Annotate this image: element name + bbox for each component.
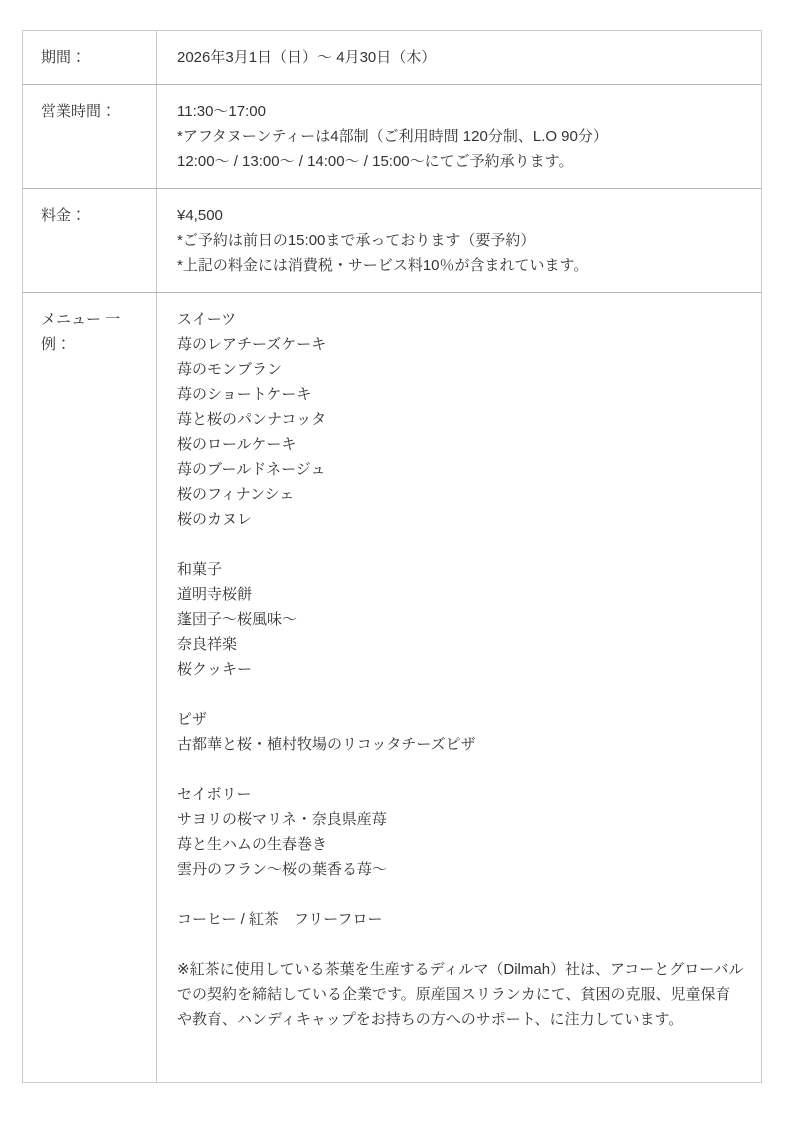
menu-item: 古都華と桜・植村牧場のリコッタチーズピザ bbox=[177, 736, 476, 753]
menu-item: 奈良祥楽 bbox=[177, 636, 238, 653]
menu-item: 苺のレアチーズケーキ bbox=[177, 336, 327, 353]
menu-item: 桜のフィナンシェ bbox=[177, 486, 295, 503]
menu-section-wagashi bbox=[177, 557, 745, 682]
hours-line: 11:30～17:00 bbox=[177, 103, 266, 120]
hours-label: 営業時間： bbox=[23, 85, 157, 188]
menu-item: 桜のカヌレ bbox=[177, 511, 253, 528]
menu-item: 苺のモンブラン bbox=[177, 361, 283, 378]
menu-section-title: 和菓子 bbox=[177, 561, 223, 578]
row-hours bbox=[23, 84, 761, 188]
menu-section-title: セイボリー bbox=[177, 786, 252, 803]
hours-line: 12:00～ / 13:00～ / 14:00～ / 15:00～にてご予約承ります。 bbox=[177, 153, 574, 170]
info-table bbox=[22, 30, 762, 1083]
menu-item: 苺のショートケーキ bbox=[177, 386, 312, 403]
price-value-cell bbox=[157, 189, 761, 292]
row-price bbox=[23, 188, 761, 292]
hours-line: *アフタヌーンティーは4部制（ご利用時間 120分制、L.O 90分） bbox=[177, 128, 608, 145]
menu-drinks-line: コーヒー / 紅茶 フリーフロー bbox=[177, 911, 383, 928]
price-line: *上記の料金には消費税・サービス料10％が含まれています。 bbox=[177, 257, 589, 274]
menu-item: 蓬団子～桜風味～ bbox=[177, 611, 298, 628]
menu-section-title: スイーツ bbox=[177, 311, 237, 328]
price-label: 料金： bbox=[23, 189, 157, 292]
hours-value-cell bbox=[157, 85, 761, 188]
menu-tea-note: ※紅茶に使用している茶葉を生産するディルマ（Dilmah）社は、アコーとグローバルでの契約を締結している企業です。原産国スリランカにて、貧困の克服、児童保育や教育、ハンディキャップをお持ちの方へのサポート、に注力しています。 bbox=[177, 961, 744, 1028]
price-line: ¥4,500 bbox=[177, 207, 223, 224]
menu-section-title: ピザ bbox=[177, 711, 208, 728]
menu-item: 桜のロールケーキ bbox=[177, 436, 297, 453]
row-menu bbox=[23, 292, 761, 1082]
menu-section-sweets bbox=[177, 307, 745, 532]
menu-item: 桜クッキー bbox=[177, 661, 253, 678]
menu-section-pizza bbox=[177, 707, 745, 757]
menu-value-cell bbox=[157, 293, 761, 1082]
period-value: 2026年3月1日（日）～ 4月30日（木） bbox=[177, 49, 437, 66]
menu-item: 苺と桜のパンナコッタ bbox=[177, 411, 327, 428]
price-line: *ご予約は前日の15:00まで承っております（要予約） bbox=[177, 232, 536, 249]
menu-section-savory bbox=[177, 782, 745, 882]
menu-item: 苺のブールドネージュ bbox=[177, 461, 326, 478]
menu-item: 苺と生ハムの生春巻き bbox=[177, 836, 328, 853]
menu-item: サヨリの桜マリネ・奈良県産苺 bbox=[177, 811, 387, 828]
menu-item: 雲丹のフラン～桜の葉香る苺～ bbox=[177, 861, 388, 878]
menu-item: 道明寺桜餅 bbox=[177, 586, 253, 603]
menu-label: メニュー 一例： bbox=[23, 293, 157, 1082]
period-label: 期間： bbox=[23, 31, 157, 84]
row-period bbox=[23, 31, 761, 84]
period-value-cell bbox=[157, 31, 761, 84]
